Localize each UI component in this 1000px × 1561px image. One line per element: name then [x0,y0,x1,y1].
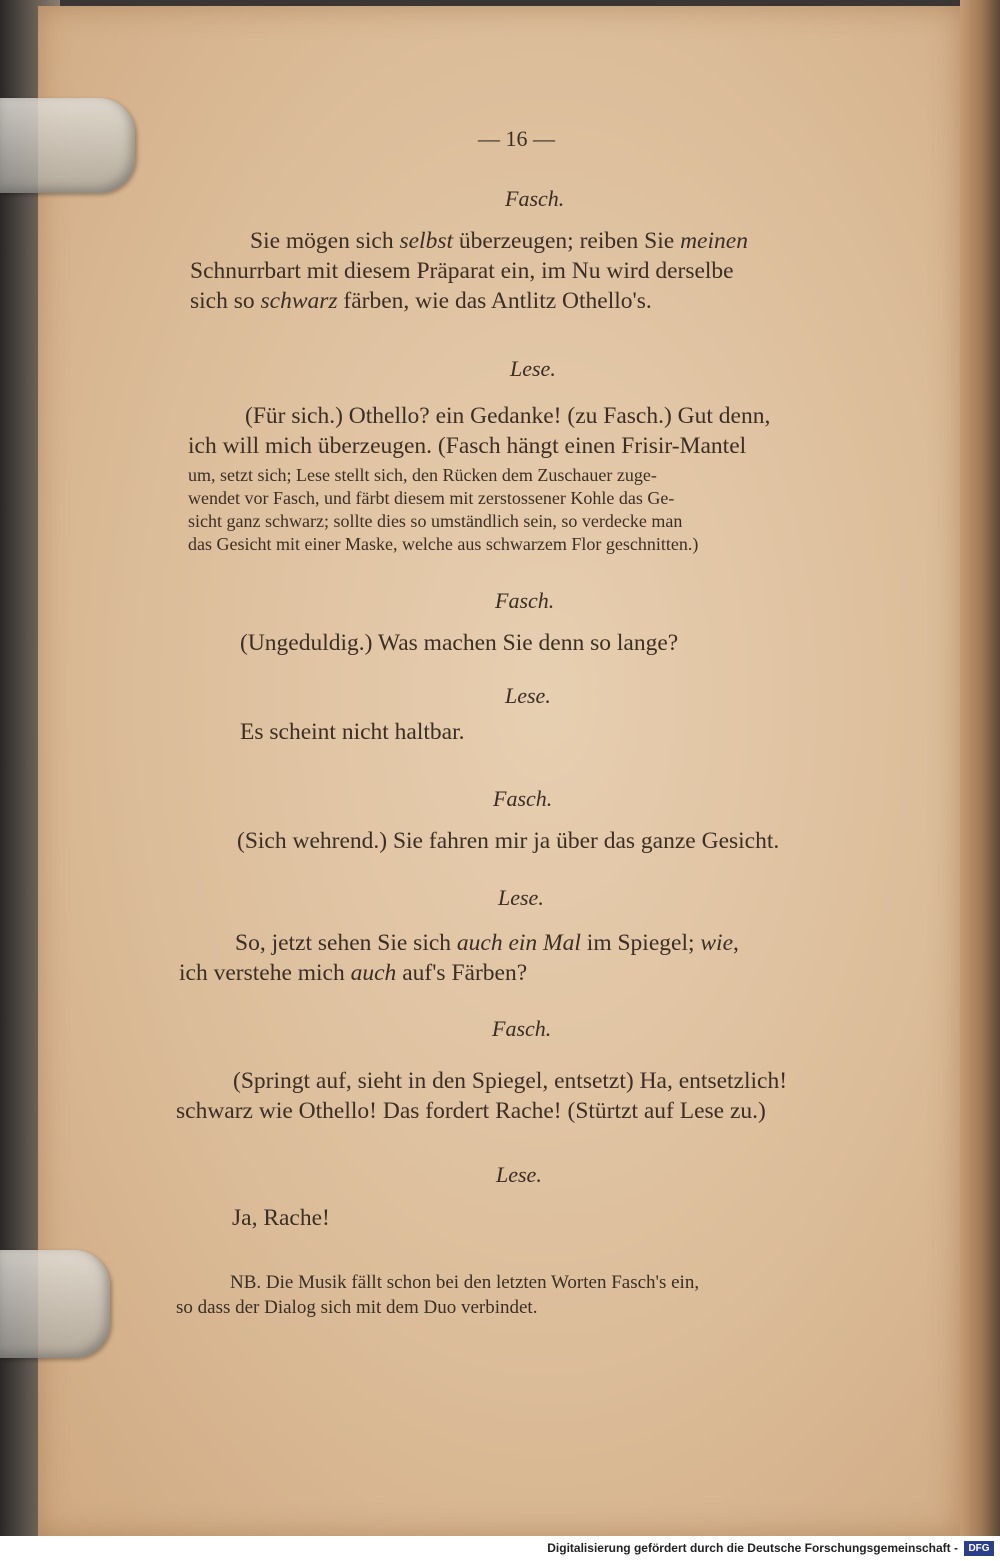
speaker-fasch: Fasch. [492,1016,552,1041]
speaker-fasch: Fasch. [495,588,555,613]
text-line: Sie mögen sich selbst überzeugen; reiben Sie meinen [250,228,748,254]
page-clip-bottom [0,1250,110,1358]
text-line: So, jetzt sehen Sie sich auch ein Mal im Spiegel; wie, [235,930,739,956]
speaker-lese: Lese. [505,683,551,708]
note-line: NB. Die Musik fällt schon bei den letzten Worten Fasch's ein, [230,1272,700,1293]
footer-credit: Digitalisierung gefördert durch die Deutsche Forschungsgemeinschaft - [547,1541,958,1555]
stage-direction-line: das Gesicht mit einer Maske, welche aus schwarzem Flor geschnitten.) [188,534,699,554]
footer-bar [0,1536,1000,1561]
speaker-lese: Lese. [510,356,556,381]
text-line: Schnurrbart mit diesem Präparat ein, im Nu wird derselbe [190,258,734,284]
text-line: sich so schwarz färben, wie das Antlitz Othello's. [190,288,652,314]
text-line: (Springt auf, sieht in den Spiegel, entsetzt) Ha, entsetzlich! [233,1068,788,1094]
text-line: (Sich wehrend.) Sie fahren mir ja über das ganze Gesicht. [237,828,780,854]
speaker-lese: Lese. [498,885,544,910]
text-line: (Für sich.) Othello? ein Gedanke! (zu Fasch.) Gut denn, [245,403,771,429]
page-clip-top [0,98,135,193]
stage-direction-line: wendet vor Fasch, und färbt diesem mit zerstossener Kohle das Ge- [188,488,675,508]
book-page-edge-right [960,0,1000,1536]
dfg-logo: DFG [964,1541,994,1556]
stage-direction-line: sicht ganz schwarz; sollte dies so umständlich sein, so verdecke man [188,511,683,531]
text-line: ich will mich überzeugen. (Fasch hängt einen Frisir-Mantel [188,433,747,459]
page-number: — 16 — [478,126,555,151]
speaker-lese: Lese. [496,1162,542,1187]
text-line: (Ungeduldig.) Was machen Sie denn so lange? [240,630,679,656]
speaker-fasch: Fasch. [493,786,553,811]
text-line: Ja, Rache! [232,1205,330,1231]
speaker-fasch: Fasch. [505,186,565,211]
stage-direction-line: um, setzt sich; Lese stellt sich, den Rücken dem Zuschauer zuge- [188,465,657,485]
text-line: ich verstehe mich auch auf's Färben? [179,960,528,986]
note-line: so dass der Dialog sich mit dem Duo verbindet. [176,1297,538,1318]
text-line: Es scheint nicht haltbar. [240,719,465,745]
text-line: schwarz wie Othello! Das fordert Rache! (Stürtzt auf Lese zu.) [176,1098,766,1124]
